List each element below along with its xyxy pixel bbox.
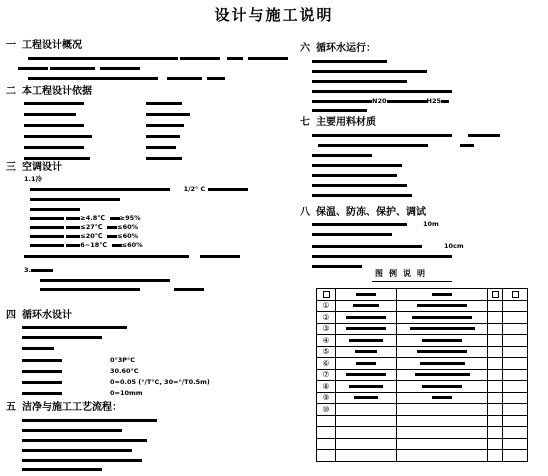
section-1-heading: 一 工程设计概况 — [6, 40, 82, 51]
table-row: ⑥ — [317, 358, 528, 370]
sec8-line-1: 10m — [312, 220, 439, 229]
section-7-heading: 七 主要用料材质 — [300, 117, 376, 128]
sec6-line-2 — [312, 67, 427, 76]
sec1-line-1 — [28, 54, 288, 63]
section-5-heading: 五 洁净与施工工艺流程： — [6, 402, 122, 413]
sec3-line-8 — [24, 252, 240, 261]
sec8-line-3: 10cm — [312, 242, 464, 251]
sec4-line-7: 0=10mm — [22, 389, 143, 398]
document-title: 设计与施工说明 — [214, 6, 334, 24]
section-6-heading: 六 循环水运行： — [300, 43, 376, 54]
sec7-line-3 — [312, 151, 372, 160]
sec7-line-4 — [312, 161, 402, 170]
sec3-line-2 — [30, 195, 120, 204]
table-row: ⑤ — [317, 346, 528, 358]
sec3-line-6: ≤20℃ ≤60% — [30, 232, 138, 241]
sec2-line-2 — [24, 110, 190, 119]
sec8-line-2 — [312, 230, 392, 239]
sec4-line-1 — [22, 323, 127, 332]
table-row: ⑨ — [317, 392, 528, 404]
section-2-heading: 二 本工程设计依据 — [6, 86, 92, 97]
sec6-line-5: N20 H25 — [312, 97, 449, 106]
table-row — [317, 438, 528, 450]
sec5-line-6 — [22, 465, 102, 474]
sec3-line-3 — [30, 205, 80, 214]
sec1-line-2 — [18, 64, 140, 73]
table-row: ④ — [317, 335, 528, 347]
sec3-line-9 — [40, 276, 170, 285]
sec6-line-1 — [312, 57, 387, 66]
table-row — [317, 450, 528, 462]
table-row — [317, 415, 528, 427]
table-row — [317, 289, 528, 301]
sec8-line-4 — [312, 252, 452, 261]
table-row — [317, 427, 528, 439]
sec3-line-5: ≤27℃ ≤60% — [30, 223, 138, 232]
sec7-line-5 — [312, 171, 397, 180]
section-8-heading: 八 保温、防冻、保护、调试 — [300, 207, 426, 218]
sec7-line-6 — [312, 181, 407, 190]
sec6-line-6 — [312, 106, 367, 115]
sec5-line-5 — [22, 456, 142, 465]
table-row: ③ — [317, 323, 528, 335]
table-row: ⑧ — [317, 381, 528, 393]
sec4-line-2 — [22, 333, 102, 342]
sec3-sub-1: 1.1冷 — [24, 175, 43, 183]
table-row: ⑩ — [317, 404, 528, 416]
sec5-line-3 — [22, 436, 147, 445]
sec7-line-7 — [312, 191, 412, 200]
sec7-line-1 — [312, 131, 500, 140]
sec4-line-5: 30.60°C — [22, 367, 139, 376]
sec4-line-3 — [22, 344, 54, 353]
sec2-line-5 — [24, 143, 176, 152]
sec2-line-1 — [24, 99, 182, 108]
legend-table — [316, 288, 528, 462]
table-row: ② — [317, 312, 528, 324]
sec5-line-2 — [22, 426, 122, 435]
sec3-line-1: 1/2° C — [30, 185, 248, 194]
sec8-line-5 — [312, 262, 362, 271]
sec6-line-3 — [312, 77, 407, 86]
sec3-line-4: ≥4.8℃ ≥95% — [30, 214, 141, 223]
section-3-heading: 三 空调设计 — [6, 162, 62, 173]
sec2-line-3 — [24, 121, 184, 130]
sec4-line-4: 0°3P°C — [22, 356, 135, 365]
sec2-line-4 — [24, 132, 180, 141]
sec1-line-3 — [28, 74, 225, 83]
sec3-line-10 — [40, 285, 204, 294]
table-row: ① — [317, 300, 528, 312]
section-4-heading: 四 循环水设计 — [6, 310, 72, 321]
sec3-line-7: 6~18℃ ≤60% — [30, 241, 143, 250]
legend-title: 图例说明 — [375, 269, 431, 278]
legend-underline — [372, 281, 452, 282]
sec5-line-1 — [22, 416, 157, 425]
table-row: ⑦ — [317, 369, 528, 381]
sec3-sub-3: 3. — [24, 266, 53, 275]
sec6-line-4 — [312, 87, 452, 96]
sec7-line-2 — [318, 141, 474, 150]
sec5-line-4 — [22, 446, 132, 455]
sec4-line-6: 0=0.05 (°/T°C, 30=°/T0.5m) — [22, 378, 210, 387]
